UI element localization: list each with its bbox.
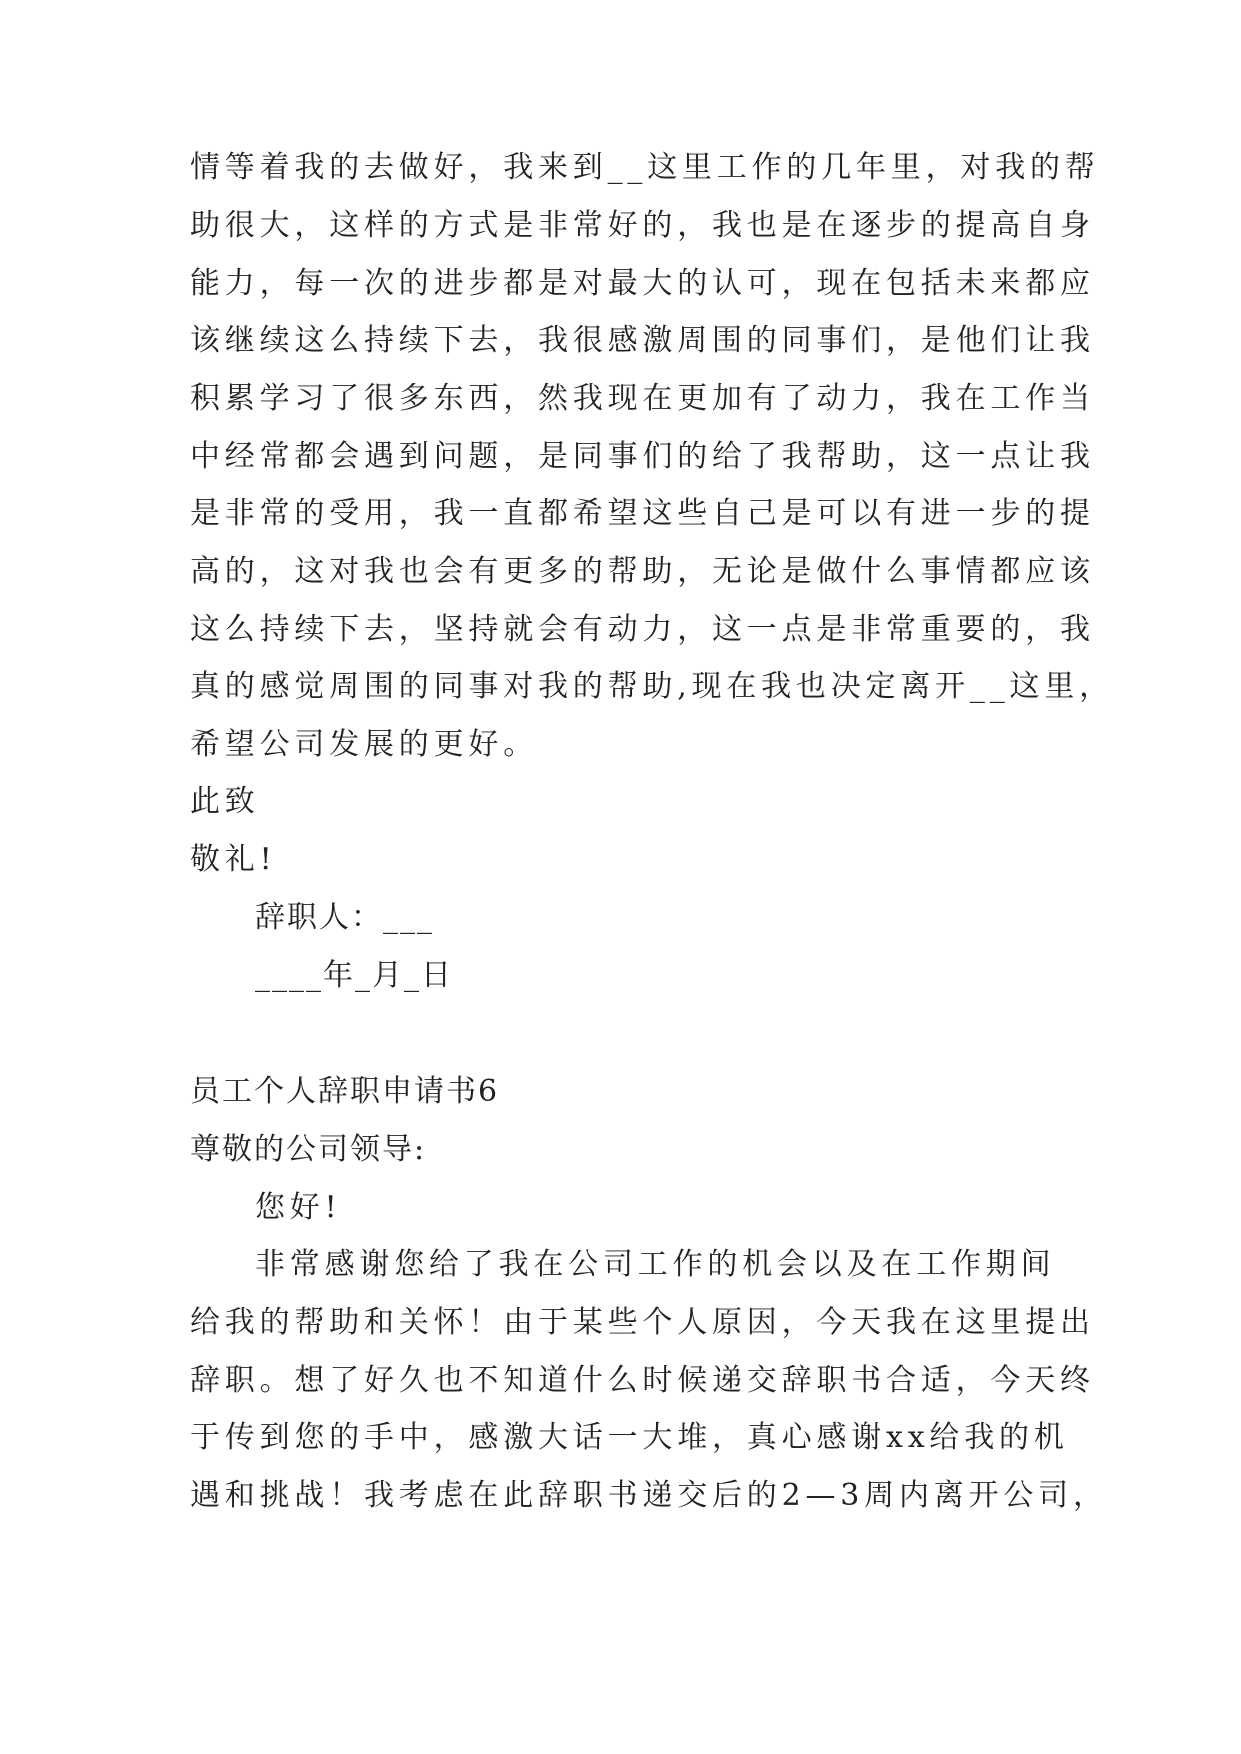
greeting: 您好! [255,1190,342,1225]
salutation: 尊敬的公司领导: [190,1132,427,1167]
paragraph-line: 给我的帮助和关怀！由于某些个人原因，今天我在这里提出 [190,1305,1095,1340]
paragraph-line: 辞职。想了好久也不知道什么时候递交辞职书合适，今天终 [190,1363,1095,1398]
signature-date: ____年_月_日 [255,958,453,993]
section-title: 员工个人辞职申请书6 [190,1074,500,1109]
paragraph-line: 积累学习了很多东西，然我现在更加有了动力，我在工作当 [190,381,1095,416]
paragraph-line: 中经常都会遇到问题，是同事们的给了我帮助，这一点让我 [190,439,1095,474]
paragraph-line: 非常感谢您给了我在公司工作的机会以及在工作期间 [255,1247,1056,1282]
paragraph-line: 于传到您的手中，感激大话一大堆，真心感谢xx给我的机 [190,1420,1069,1455]
paragraph-line: 助很大，这样的方式是非常好的，我也是在逐步的提高自身 [190,208,1095,243]
paragraph-line: 该继续这么持续下去，我很感激周围的同事们，是他们让我 [190,323,1095,358]
paragraph-line: 这么持续下去，坚持就会有动力，这一点是非常重要的，我 [190,612,1095,647]
paragraph-line: 真的感觉周围的同事对我的帮助,现在我也决定离开__这里， [190,669,1114,704]
paragraph-line: 遇和挑战！我考虑在此辞职书递交后的2—3周内离开公司， [190,1478,1108,1513]
paragraph-line: 希望公司发展的更好。 [190,727,538,762]
paragraph-line: 情等着我的去做好，我来到__这里工作的几年里，对我的帮 [190,150,1100,185]
closing-line-1: 此致 [190,784,260,819]
paragraph-line: 能力，每一次的进步都是对最大的认可，现在包括未来都应 [190,266,1095,301]
paragraph-line: 是非常的受用，我一直都希望这些自己是可以有进一步的提 [190,496,1095,531]
closing-line-2: 敬礼! [190,842,277,877]
resigner-signature: 辞职人：___ [255,900,434,935]
paragraph-line: 高的，这对我也会有更多的帮助，无论是做什么事情都应该 [190,554,1095,589]
